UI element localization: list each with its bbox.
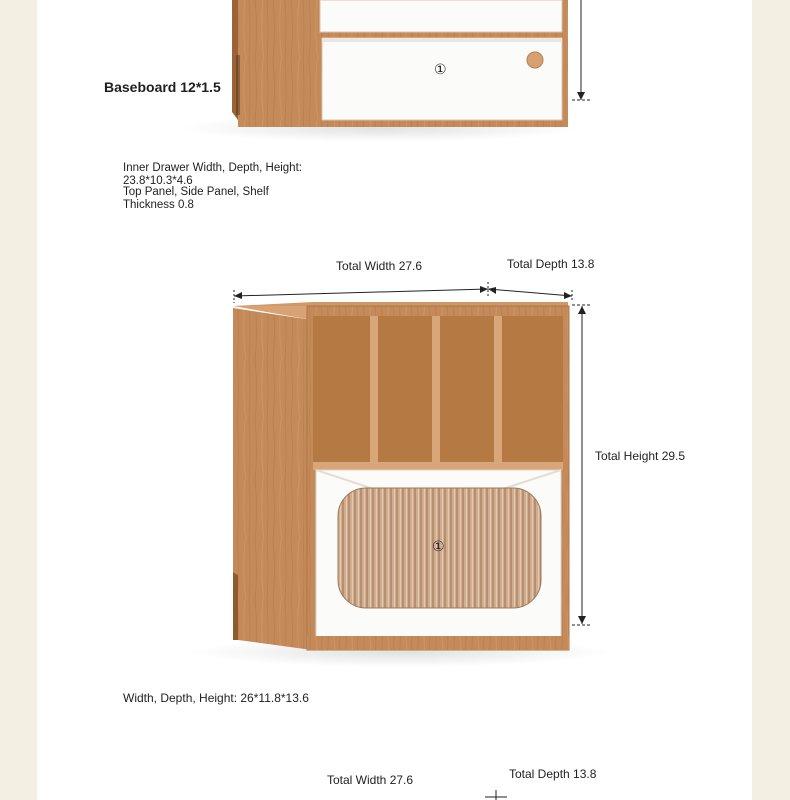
total-depth-label: Total Depth 13.8 — [507, 257, 595, 271]
door-number-badge: ① — [432, 538, 445, 554]
middle-cabinet — [190, 302, 610, 667]
bottom-depth-arrow-start — [485, 790, 507, 800]
spec-line-3: Top Panel, Side Panel, Shelf — [123, 186, 269, 198]
height-dimension-line — [572, 305, 592, 625]
spec-line-4: Thickness 0.8 — [123, 199, 194, 211]
door-dimensions-label: Width, Depth, Height: 26*11.8*13.6 — [123, 691, 309, 705]
total-height-label: Total Height 29.5 — [595, 449, 686, 463]
bottom-total-width-label: Total Width 27.6 — [327, 773, 414, 787]
width-dimension-line — [234, 282, 488, 303]
depth-dimension-line — [488, 287, 572, 302]
spec-line-2: 23.8*10.3*4.6 — [123, 175, 193, 187]
baseboard-label: Baseboard 12*1.5 — [104, 79, 221, 95]
spec-line-1: Inner Drawer Width, Depth, Height: — [123, 162, 302, 174]
top-cabinet — [180, 0, 580, 142]
total-width-label: Total Width 27.6 — [336, 259, 423, 273]
bottom-total-depth-label: Total Depth 13.8 — [509, 767, 597, 781]
drawer-number-badge: ① — [434, 61, 447, 77]
top-height-arrow — [572, 0, 590, 100]
